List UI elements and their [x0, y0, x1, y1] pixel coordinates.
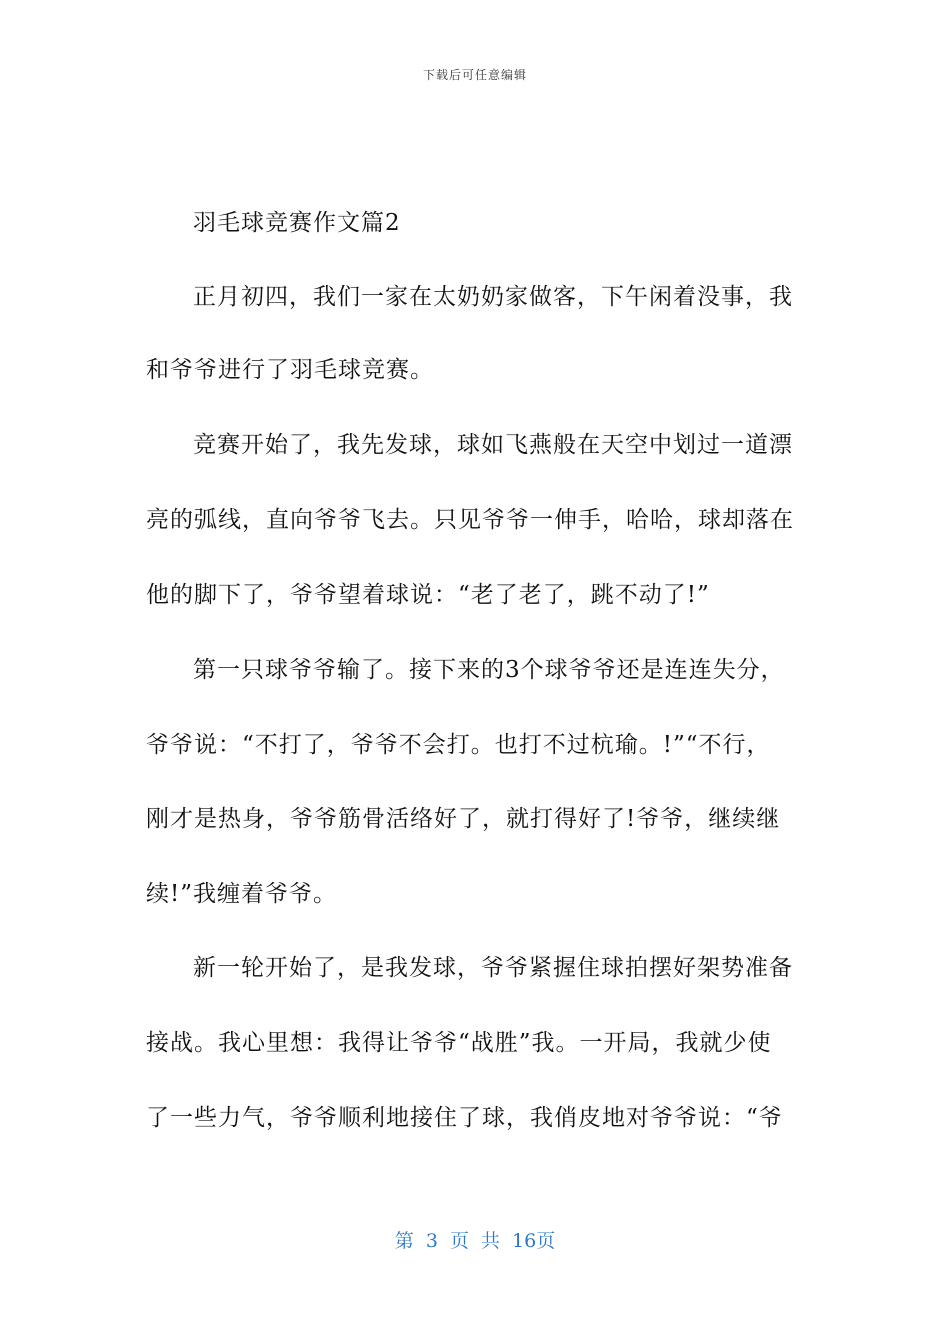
- text-line: 爷爷说：“不打了，爷爷不会打。也打不过杭瑜。!”“不行，: [146, 732, 771, 758]
- text-line: 亮的弧线，直向爷爷飞去。只见爷爷一伸手，哈哈，球却落在: [146, 507, 794, 533]
- text-line: 他的脚下了，爷爷望着球说：“老了老了，跳不动了!”: [146, 582, 710, 608]
- document-title: 羽毛球竞赛作文篇2: [193, 210, 401, 236]
- text-line: 了一些力气，爷爷顺利地接住了球，我俏皮地对爷爷说：“爷: [146, 1105, 783, 1131]
- page-footer: 第 3 页 共 16页: [394, 1230, 556, 1252]
- page-header: 下载后可任意编辑: [422, 68, 527, 82]
- text-line: 新一轮开始了，是我发球，爷爷紧握住球拍摆好架势准备: [193, 955, 793, 981]
- text-line: 竞赛开始了，我先发球，球如飞燕般在天空中划过一道漂: [193, 432, 793, 458]
- text-line: 接战。我心里想：我得让爷爷“战胜”我。一开局，我就少使: [146, 1030, 772, 1056]
- text-line: 刚才是热身，爷爷筋骨活络好了，就打得好了!爷爷，继续继: [146, 806, 781, 832]
- text-line: 正月初四，我们一家在太奶奶家做客，下午闲着没事，我: [193, 284, 793, 310]
- text-line: 和爷爷进行了羽毛球竞赛。: [146, 357, 434, 383]
- text-line: 第一只球爷爷输了。接下来的3个球爷爷还是连连失分，: [193, 657, 785, 683]
- text-line: 续!”我缠着爷爷。: [146, 881, 338, 907]
